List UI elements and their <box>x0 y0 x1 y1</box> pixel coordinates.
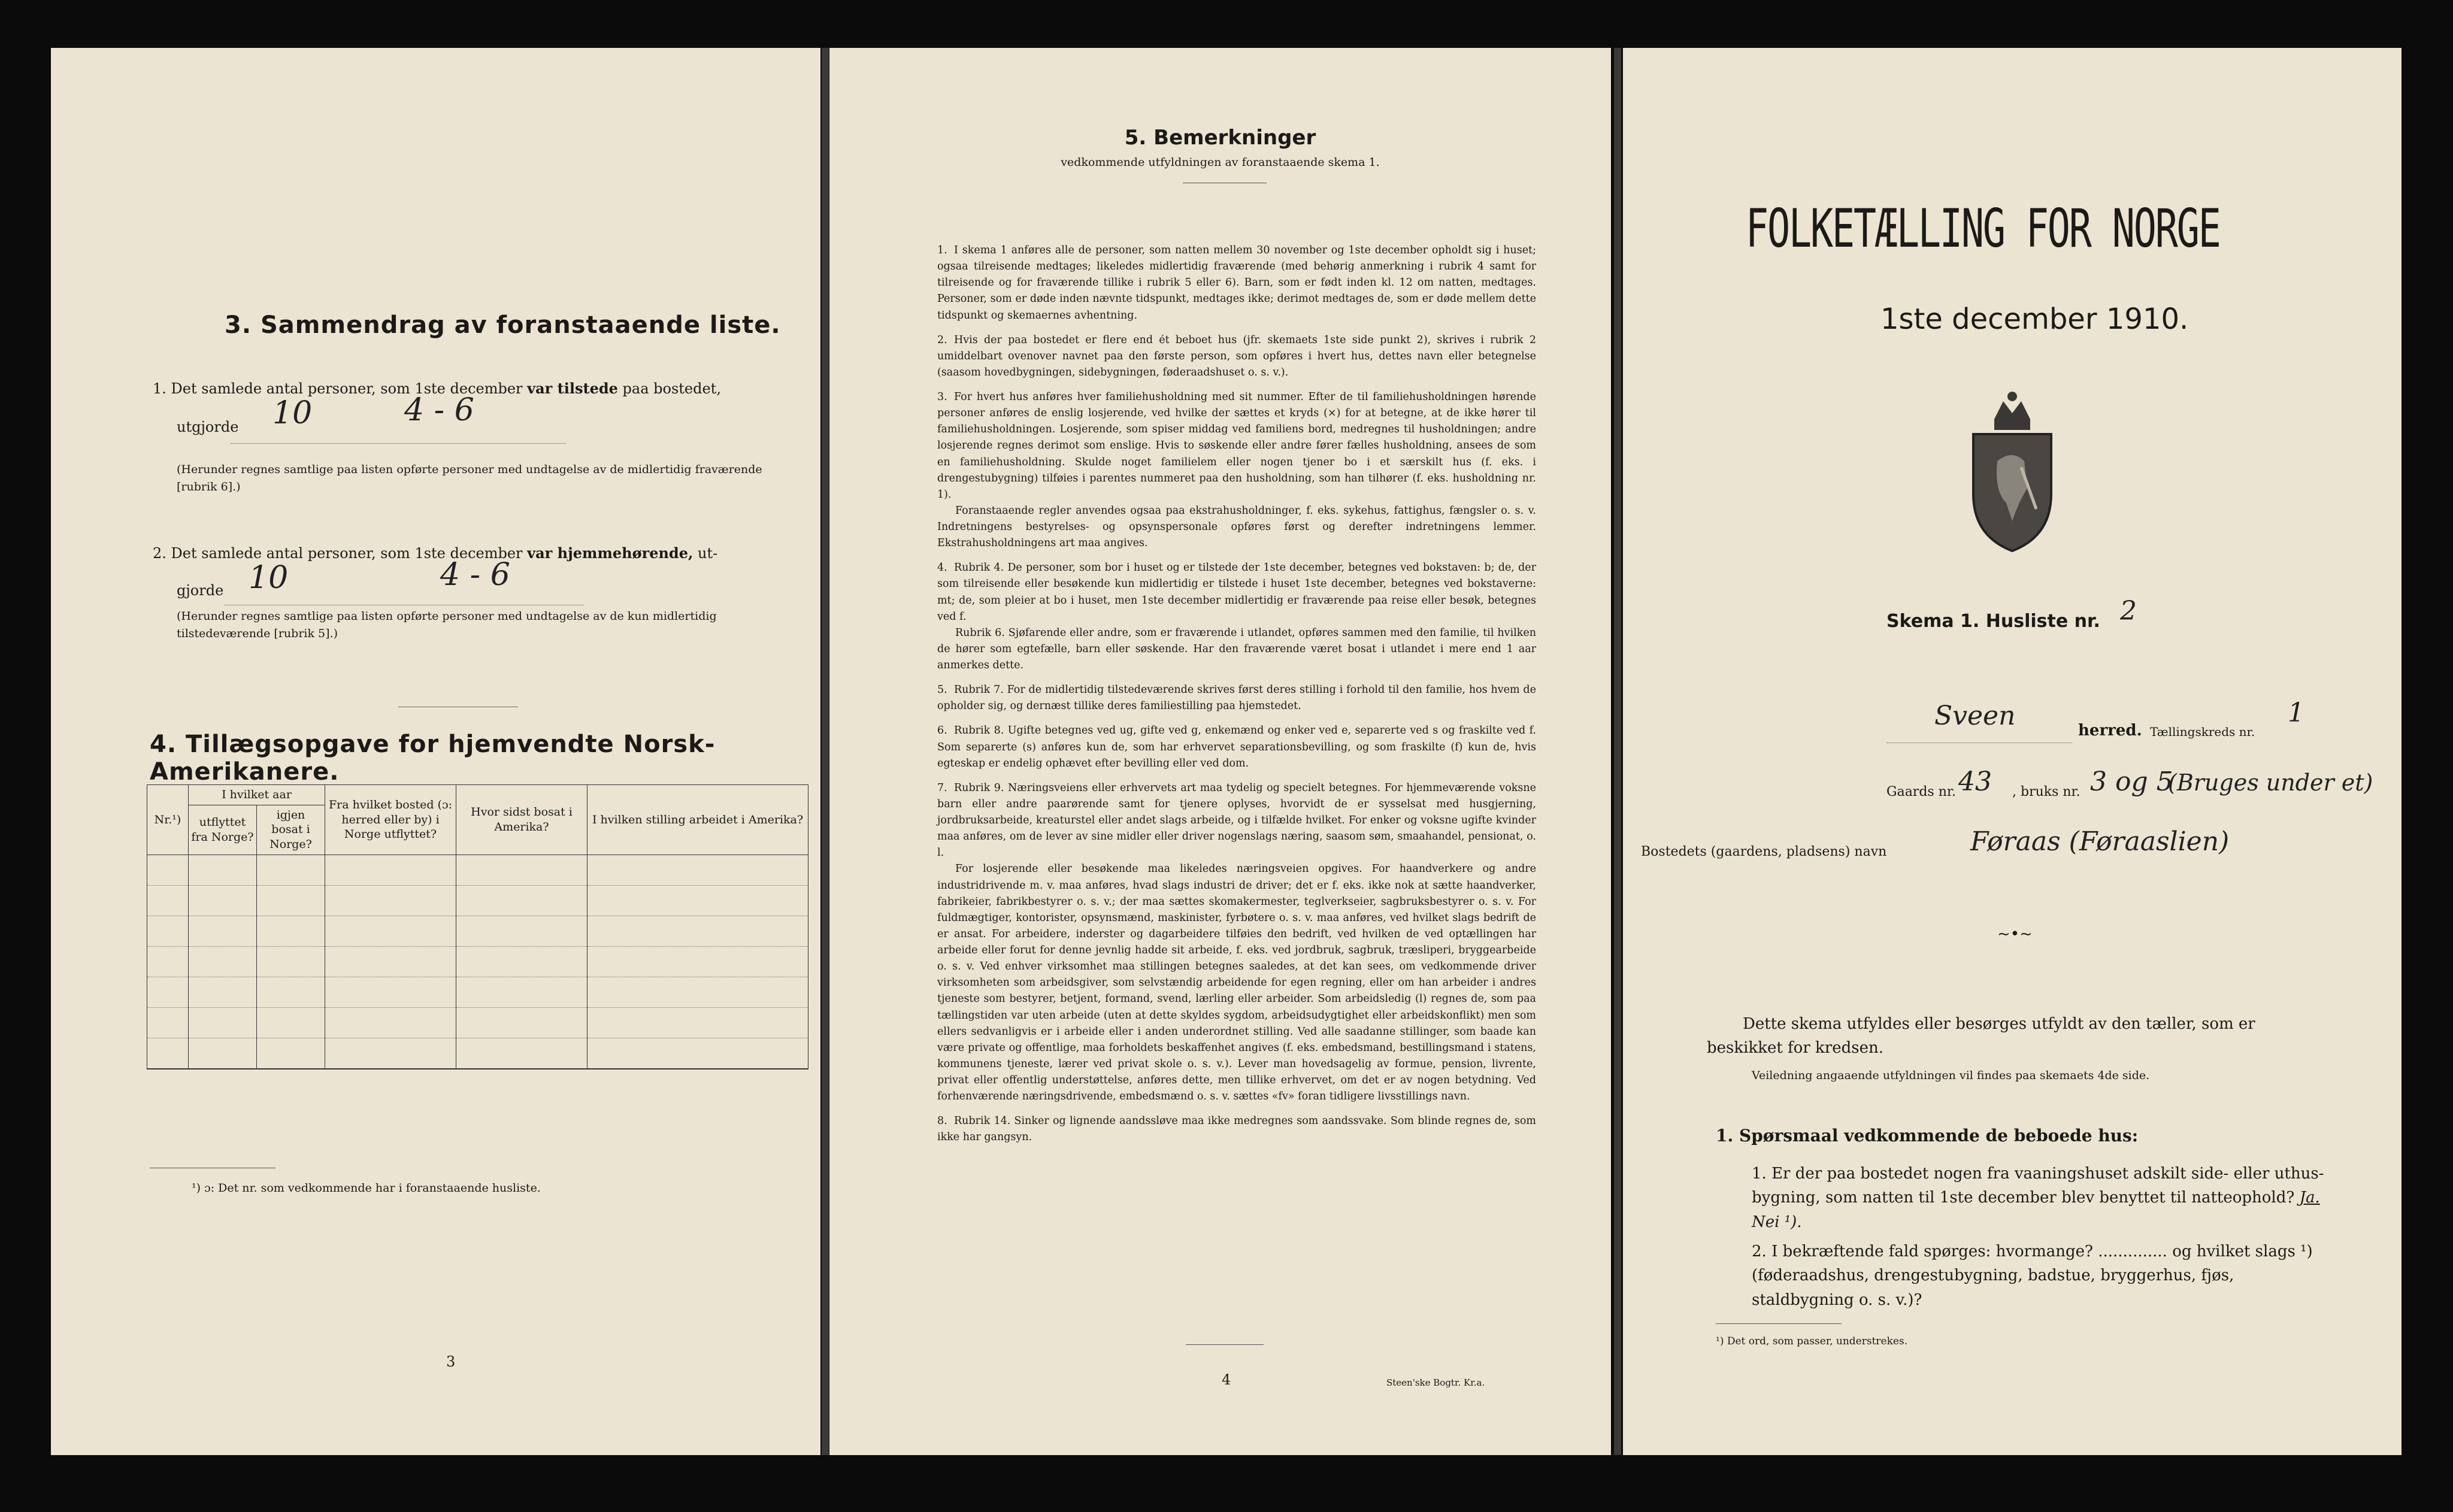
list-item: 3. For hvert hus anføres hver familiehusholdning med sit nummer. Efter de til familiehusholdningen hørende personer anføres de enslig losjerende, ved hvilke der sættes et kryds (×) for at betegne, at de ikke hører til familiehusholdningen. Losjerende, som spiser middag ved familiens bord, medregnes til husholdningen; andre losjerende regnes derimot som enslige. Hvis to søskende eller andre fører fælles husholdning, ansees de som en familiehusholdning. Skulde noget familielem eller nogen tjener bo i et særskilt hus (f. eks. i drengestubygning) tilføies i parentes nummeret paa den husholdning, som han tilhører (f. eks. husholdning nr. 1). Foranstaaende regler anvendes ogsaa paa ekstrahusholdninger, f. eks. sykehus, fattighus, fængsler o. s. v. Indretningens bestyrelses- og opsynspersonale opføres først og derefter indretningens lemmer. Ekstrahusholdningens art maa angives. <box>937 391 1536 550</box>
bemerkninger-title: 5. Bemerkninger <box>1124 126 1316 150</box>
gaards-value: 43 <box>1958 766 1992 797</box>
guide-text: Veiledning angaaende utfyldningen vil findes paa skemaets 4de side. <box>1752 1069 2150 1082</box>
section-4-title: 4. Tillægsopgave for hjemvendte Norsk-Amerikanere. <box>150 731 716 786</box>
bemerkninger-subtitle: vedkommende utfyldningen av foranstaaende skema 1. <box>1061 156 1380 169</box>
page-fold <box>1614 48 1621 1455</box>
census-title: FOLKETÆLLING FOR NORGE <box>1746 198 2220 259</box>
list-item: 8. Rubrik 14. Sinker og lignende aandssløve maa ikke medregnes som aandssvake. Som blinde regnes de, som ikke har gangsyn. <box>937 1115 1536 1144</box>
item-2-value: 10 <box>249 560 289 596</box>
list-item: 4. Rubrik 4. De personer, som bor i huset og er tilstede der 1ste december, betegnes ved bokstaven: b; de, der som tilreisende eller besøkende kun midlertidig er tilstede i huset 1ste december, betegnes ved bokstaverne: mt; de, som pleier at bo i huset, men 1ste december midlertidig er fraværende paa reise eller besøk, betegnes ved f. Rubrik 6. Sjøfarende eller andre, som er fraværende i utlandet, opføres sammen med den familie, til hvilken de hører som egtefælle, barn eller søskende. Har den fraværende været bosat i utlandet i mere end 1 aar anmerkes dette. <box>937 562 1536 671</box>
herred-label: herred. <box>2078 722 2142 740</box>
table-row <box>147 1038 808 1069</box>
col-nr: Nr.¹) <box>147 785 189 855</box>
husliste-nr-value: 2 <box>2120 596 2137 626</box>
right-footnote: ¹) Det ord, som passer, understrekes. <box>1716 1335 1908 1347</box>
question-1-1: 1. Er der paa bostedet nogen fra vaaningshuset adskilt side- eller uthus-bygning, som natten til 1ste december blev benyttet til natteophold? Ja. Nei ¹). <box>1752 1165 2324 1231</box>
item-1-note: (Herunder regnes samtlige paa listen opførte personer med undtagelse av de midlertidig fraværende [rubrik 6].) <box>177 463 762 493</box>
norwegian-coat-of-arms-icon <box>1961 383 2063 557</box>
list-item: 2. Hvis der paa bostedet er flere end ét beboet hus (jfr. skemaets 1ste side punkt 2), skrives i rubrik 2 umiddelbart ovenover navnet paa den første person, som opføres i hvert hus, dettes navn eller betegnelse (saasom hovedbygningen, sidebygningen, føderaadshuset o. s. v.). <box>937 334 1536 378</box>
section-3-title: 3. Sammendrag av foranstaaende liste. <box>225 311 781 339</box>
summary-item-2: 2. Det samlede antal personer, som 1ste december var hjemmehørende, ut- <box>153 544 718 562</box>
table-row <box>147 946 808 977</box>
ornament: ~•~ <box>1997 925 2033 943</box>
summary-item-1: 1. Det samlede antal personer, som 1ste december var tilstede paa bostedet, <box>153 380 721 397</box>
col-position: I hvilken stilling arbeidet i Amerika? <box>587 785 808 855</box>
table-row <box>147 855 808 885</box>
bruks-value: 3 og 5 <box>2090 766 2173 797</box>
item-2-label: gjorde <box>177 582 224 599</box>
list-item: 5. Rubrik 7. For de midlertidig tilstedeværende skrives først deres stilling i forhold til den familie, hos hvem de opholder sig, og dernæst tillike deres familiestilling paa hjemstedet. <box>937 684 1536 713</box>
bruks-note: (Bruges under et) <box>2168 769 2373 796</box>
gaards-label: Gaards nr. <box>1886 784 1956 799</box>
intro-text: Dette skema utfyldes eller besørges utfyldt av den tæller, som er beskikket for kredsen. <box>1707 1015 2255 1058</box>
page-left <box>51 48 820 1455</box>
bosted-value: Føraas (Føraaslien) <box>1970 826 2230 857</box>
herred-value: Sveen <box>1934 701 2016 731</box>
krets-value: 1 <box>2288 698 2304 728</box>
item-2-split: 4 - 6 <box>440 557 510 593</box>
skema-label: Skema 1. Husliste nr. <box>1886 611 2100 632</box>
page-fold <box>822 48 829 1455</box>
item-1-value: 10 <box>272 395 313 431</box>
bosted-label: Bostedets (gaardens, pladsens) navn <box>1641 844 1887 859</box>
page-right <box>1623 48 2401 1455</box>
table-footnote: ¹) ɔ: Det nr. som vedkommende har i foranstaaende husliste. <box>192 1181 541 1195</box>
krets-label: Tællingskreds nr. <box>2150 725 2255 739</box>
table-row <box>147 1007 808 1038</box>
census-date: 1ste december 1910. <box>1880 302 2189 336</box>
table-row <box>147 977 808 1007</box>
item-1-split: 4 - 6 <box>404 392 474 428</box>
col-place: Fra hvilket bosted (ɔ: herred eller by) i Norge utflyttet? <box>325 785 456 855</box>
col-where: Hvor sidst bosat i Amerika? <box>456 785 587 855</box>
printer-mark: Steen'ske Bogtr. Kr.a. <box>1386 1377 1485 1388</box>
page-number: 3 <box>446 1353 456 1370</box>
col-year-group: I hvilket aar <box>189 785 325 805</box>
col-emigrated: utflyttet fra Norge? <box>189 805 257 855</box>
table-row <box>147 885 808 916</box>
table-row <box>147 916 808 946</box>
page-number: 4 <box>1222 1371 1231 1388</box>
item-2-note: (Herunder regnes samtlige paa listen opførte personer med undtagelse av de kun midlertidig tilstedeværende [rubrik 5].) <box>177 610 717 640</box>
bruks-label: , bruks nr. <box>2012 784 2080 799</box>
norsk-amerikanere-table <box>147 784 808 1069</box>
list-item: 1. I skema 1 anføres alle de personer, som natten mellem 30 november og 1ste december opholdt sig i huset; ogsaa tilreisende medtages; likeledes midlertidig fraværende (med behørig anmerkning i rubrik 4 samt for tilreisende og for fraværende tillike i rubrik 5 eller 6). Barn, som er født inden kl. 12 om natten, medtages. Personer, som er døde inden nævnte tidspunkt, medtages ikke; derimot medtages de, som er døde mellem dette tidspunkt og skemaernes avhentning. <box>937 244 1536 322</box>
list-item: 6. Rubrik 8. Ugifte betegnes ved ug, gifte ved g, enkemænd og enker ved e, separerte ved s og fraskilte ved f. Som separerte (s) anføres kun de, som har erhvervet separationsbevilling, og som fraskilte (f) kun de, hvis egteskap er endelig ophævet efter bevilling eller ved dom. <box>937 725 1536 769</box>
question-1-2: 2. I bekræftende fald spørges: hvormange? .............. og hvilket slags ¹) (føderaadshus, drengestubygning, badstue, bryggerhus, fjøs, staldbygning o. s. v.)? <box>1752 1243 2313 1309</box>
item-1-label: utgjorde <box>177 419 239 435</box>
col-returned: igjen bosat i Norge? <box>257 805 325 855</box>
rules-list <box>937 243 1536 1155</box>
question-1-title: 1. Spørsmaal vedkommende de beboede hus: <box>1716 1126 2139 1146</box>
list-item: 7. Rubrik 9. Næringsveiens eller erhvervets art maa tydelig og specielt betegnes. For hjemmeværende voksne barn eller andre paarørende samt for tjenere oplyses, hvorvidt de er sysselsat med husgjerning, jordbruksarbeide, kreaturstel eller andet slags arbeide, og i tilfælde hvilket. For enker og voksne ugifte kvinder maa anføres, om de lever av sine midler eller driver nogenslags næring, saasom søm, smaahandel, pensionat, o. l. For losjerende eller besøkende maa likeledes næringsveien opgives. For haandverkere og andre industridrivende m. v. maa anføres, hvad slags industri de driver; det er f. eks. ikke nok at sætte haandverker, fabrikeier, fabrikbestyrer o. s. v.; der maa sættes skomakermester, teglverkseier, sagbruksbestyrer o. s. v. For fuldmægtiger, kontorister, opsynsmænd, maskinister, fyrbøtere o. s. v. maa anføres, ved hvilket slags bedrift de er ansat. For arbeidere, inderster og dagarbeidere tilføies den bedrift, ved hvilken de ved optællingen har arbeide eller forut for denne jevnlig hadde sit arbeide, f. eks. ved jordbruk, sagbruk, træsliperi, bryggearbeide o. s. v. Ved enhver virksomhet maa stillingen betegnes saaledes, at det kan sees, om vedkommende driver virksomheten som arbeidsgiver, som selvstændig arbeidende for egen regning, eller om han arbeider i andres tjeneste som bestyrer, betjent, formand, svend, lærling eller arbeider. Som arbeidsledig (l) regnes de, som paa tællingstiden var uten arbeide (uten at dette skyldes sygdom, arbeidsudygtighet eller arbeidskonflikt) men som ellers sedvanligvis er i arbeide eller i anden underordnet stilling. Ved alle saadanne stillinger, som baade kan være private og offentlige, maa forholdets beskaffenhet angives (f. eks. embedsmand, bestillingsmand i statens, kommunens tjeneste, lærer ved privat skole o. s. v.). Lever man hovedsagelig av formue, pension, livrente, privat eller offentlig understøttelse, anføres dette, men tillike erhvervet, om det er av nogen betydning. Ved forhenværende næringsdrivende, embedsmænd o. s. v. sættes «fv» foran tidligere livsstillings navn. <box>937 781 1536 1103</box>
page-middle <box>829 48 1611 1455</box>
